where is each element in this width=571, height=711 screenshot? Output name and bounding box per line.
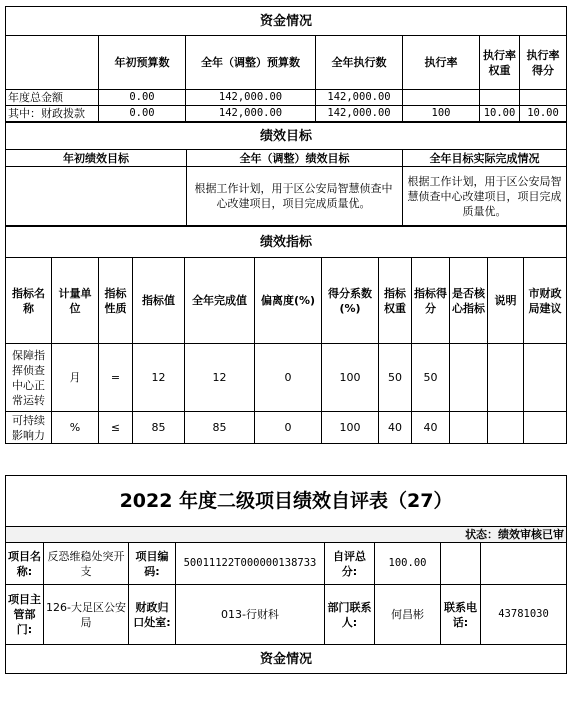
- project-code: 50011122T000000138733: [176, 543, 325, 585]
- ind-cell-score: 40: [412, 412, 450, 444]
- table-row: [6, 412, 567, 444]
- funds-header-initial: 年初预算数: [99, 36, 186, 90]
- ind-cell-coef: 100: [322, 344, 379, 412]
- ind-cell-unit: 月: [52, 344, 99, 412]
- funds-header-blank: [6, 36, 99, 90]
- funds-table: [5, 6, 567, 122]
- finance-label: 财政归口处室:: [129, 585, 176, 645]
- funds-row-label: 其中：财政拨款: [6, 106, 99, 122]
- table-row: [6, 344, 567, 412]
- ind-cell-nature: =: [99, 344, 133, 412]
- funds-cell: 142,000.00: [316, 90, 403, 106]
- project-code-label: 项目编码:: [129, 543, 176, 585]
- ind-header-target: 指标值: [133, 258, 185, 344]
- ind-cell-name: 可持续影响力: [6, 412, 52, 444]
- goals-initial: [6, 167, 187, 226]
- project-name-label: 项目名称:: [6, 543, 44, 585]
- contact-value: 何昌彬: [375, 585, 441, 645]
- ind-cell-score: 50: [412, 344, 450, 412]
- funds-cell: 142,000.00: [186, 106, 316, 122]
- funds-cell: 142,000.00: [316, 106, 403, 122]
- ind-header-nature: 指标性质: [99, 258, 133, 344]
- funds-cell: 142,000.00: [186, 90, 316, 106]
- funds-cell: [520, 90, 567, 106]
- indicators-table: [5, 226, 567, 444]
- ind-header-note: 说明: [488, 258, 524, 344]
- ind-header-unit: 计量单位: [52, 258, 99, 344]
- ind-cell-name: 保障指挥侦查中心正常运转: [6, 344, 52, 412]
- funds-header-weight: 执行率权重: [480, 36, 520, 90]
- funds-cell: 0.00: [99, 106, 186, 122]
- ind-cell-target: 12: [133, 344, 185, 412]
- project-empty-cell: [441, 543, 481, 585]
- ind-cell-deviation: 0: [255, 344, 322, 412]
- table-row: [6, 90, 567, 106]
- project-score-label: 自评总分:: [325, 543, 375, 585]
- ind-header-name: 指标名称: [6, 258, 52, 344]
- ind-cell-unit: %: [52, 412, 99, 444]
- ind-cell-note: [488, 412, 524, 444]
- goals-adjusted: 根据工作计划，用于区公安局智慧侦查中心改建项目，项目完成质量优。: [187, 167, 403, 226]
- funds-cell: [403, 90, 480, 106]
- ind-header-core: 是否核心指标: [450, 258, 488, 344]
- ind-cell-advice: [524, 412, 567, 444]
- dept-value: 126-大足区公安局: [44, 585, 129, 645]
- ind-cell-weight: 40: [379, 412, 412, 444]
- ind-header-deviation: 偏离度(%): [255, 258, 322, 344]
- funds-cell: [480, 90, 520, 106]
- goals-header-initial: 年初绩效目标: [6, 150, 187, 167]
- ind-cell-target: 85: [133, 412, 185, 444]
- phone-label: 联系电话:: [441, 585, 481, 645]
- project-funds-title: 资金情况: [6, 645, 567, 674]
- ind-cell-nature: ≤: [99, 412, 133, 444]
- ind-cell-weight: 50: [379, 344, 412, 412]
- ind-header-score: 指标得分: [412, 258, 450, 344]
- goals-section-title: 绩效目标: [6, 123, 567, 150]
- funds-header-adjusted: 全年（调整）预算数: [186, 36, 316, 90]
- funds-cell: 0.00: [99, 90, 186, 106]
- goals-actual: 根据工作计划，用于区公安局智慧侦查中心改建项目，项目完成质量优。: [403, 167, 567, 226]
- funds-cell: 10.00: [520, 106, 567, 122]
- phone-value: 43781030: [481, 585, 567, 645]
- funds-row-label: 年度总金额: [6, 90, 99, 106]
- ind-header-coef: 得分系数(%): [322, 258, 379, 344]
- goals-header-actual: 全年目标实际完成情况: [403, 150, 567, 167]
- goals-header-adjusted: 全年（调整）绩效目标: [187, 150, 403, 167]
- project-title: 2022 年度二级项目绩效自评表（27）: [6, 476, 567, 527]
- funds-header-executed: 全年执行数: [316, 36, 403, 90]
- funds-section-title: 资金情况: [6, 7, 567, 36]
- project-name: 反恐维稳处突开支: [44, 543, 129, 585]
- ind-cell-note: [488, 344, 524, 412]
- project-table: [5, 475, 567, 674]
- evaluation-sheet: [5, 6, 566, 674]
- indicators-section-title: 绩效指标: [6, 227, 567, 258]
- ind-cell-core: [450, 412, 488, 444]
- status-badge: 状态：绩效审核已审: [6, 527, 567, 543]
- project-score: 100.00: [375, 543, 441, 585]
- funds-header-rate: 执行率: [403, 36, 480, 90]
- table-row: [6, 106, 567, 122]
- ind-cell-coef: 100: [322, 412, 379, 444]
- spacer: [5, 444, 566, 475]
- goals-table: [5, 122, 567, 226]
- funds-cell: 10.00: [480, 106, 520, 122]
- contact-label: 部门联系人:: [325, 585, 375, 645]
- ind-cell-actual: 85: [185, 412, 255, 444]
- ind-header-actual: 全年完成值: [185, 258, 255, 344]
- ind-cell-actual: 12: [185, 344, 255, 412]
- dept-label: 项目主管部门:: [6, 585, 44, 645]
- finance-value: 013-行财科: [176, 585, 325, 645]
- funds-header-score: 执行率得分: [520, 36, 567, 90]
- funds-cell: 100: [403, 106, 480, 122]
- ind-cell-deviation: 0: [255, 412, 322, 444]
- ind-header-advice: 市财政局建议: [524, 258, 567, 344]
- project-empty-cell: [481, 543, 567, 585]
- ind-cell-advice: [524, 344, 567, 412]
- ind-cell-core: [450, 344, 488, 412]
- ind-header-weight: 指标权重: [379, 258, 412, 344]
